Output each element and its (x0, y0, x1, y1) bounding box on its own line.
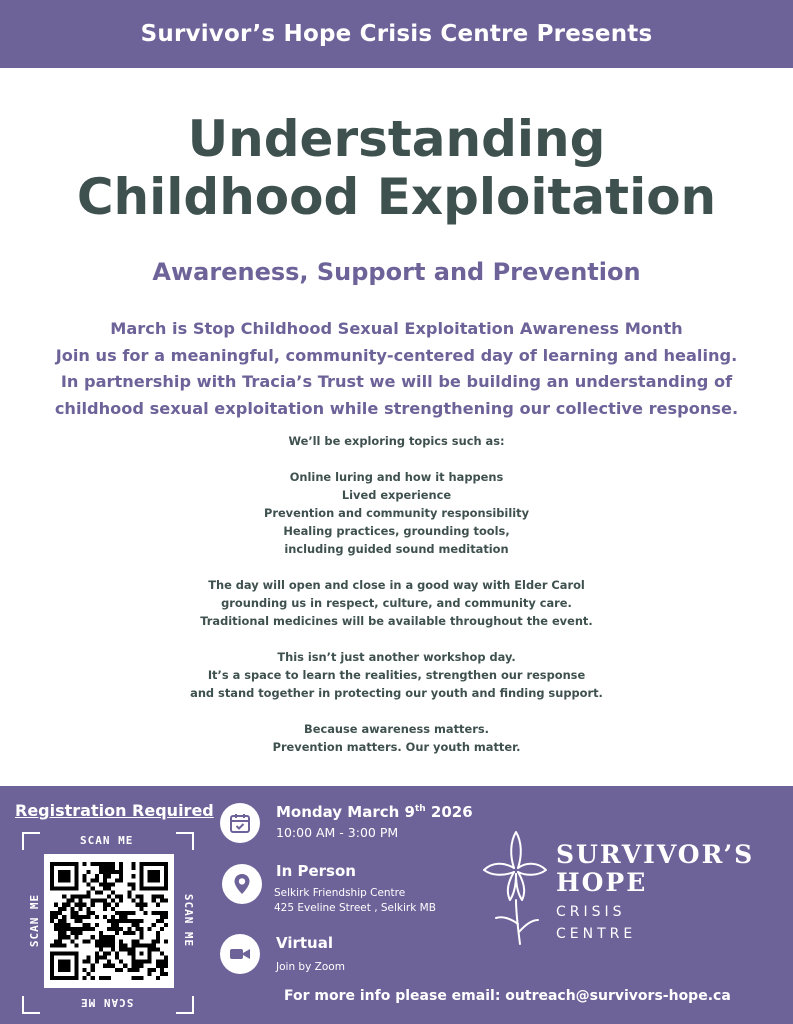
topic-item: Lived experience (341, 488, 452, 502)
scan-me-label: SCAN ME (28, 893, 42, 948)
qr-code[interactable] (44, 854, 174, 988)
video-camera-icon (228, 942, 252, 966)
space-line: and stand together in protecting our youth and finding support. (190, 686, 603, 700)
intro-line: Join us for a meaningful, community-centered day of learning and healing. (55, 345, 738, 365)
event-date (276, 803, 473, 821)
elder-line: The day will open and close in a good way with Elder Carol (208, 578, 585, 592)
space-line: This isn’t just another workshop day. (277, 650, 516, 664)
body-copy (40, 432, 753, 774)
topics-block (40, 432, 753, 450)
contact-email[interactable]: For more info please email: outreach@survivors-hope.ca (284, 988, 731, 1004)
location-pin-icon (230, 872, 254, 896)
topics-heading: We’ll be exploring topics such as: (288, 434, 505, 448)
event-time: 10:00 AM - 3:00 PM (276, 825, 399, 840)
closing-line: Because awareness matters. (304, 722, 489, 736)
main-title (0, 110, 793, 226)
intro-line: March is Stop Childhood Sexual Exploitation Awareness Month (110, 319, 683, 338)
venue-name: Selkirk Friendship Centre (274, 887, 406, 899)
topic-item: Prevention and community responsibility (263, 506, 530, 520)
frame-corner (176, 832, 194, 850)
space-block (40, 648, 753, 702)
closing-line: Prevention matters. Our youth matter. (272, 740, 521, 754)
event-date-suffix: th (414, 804, 426, 814)
elder-line: Traditional medicines will be available throughout the event. (200, 614, 593, 628)
elder-block (40, 576, 753, 630)
frame-corner (22, 832, 40, 850)
calendar-icon (228, 811, 252, 835)
topic-item: Healing practices, grounding tools, (283, 524, 510, 538)
virtual-detail: Join by Zoom (276, 961, 345, 973)
header-band (0, 0, 793, 68)
event-date-year: 2026 (425, 803, 473, 821)
registration-label: Registration Required (15, 801, 214, 820)
frame-corner (176, 996, 194, 1014)
logo-line-centre: CENTRE (556, 926, 637, 942)
qr-code-frame[interactable] (22, 832, 194, 1014)
logo-line-crisis: CRISIS (556, 904, 626, 920)
virtual-label: Virtual (276, 934, 333, 952)
subtitle: Awareness, Support and Prevention (152, 258, 641, 286)
location-badge (222, 864, 262, 904)
venue-details (274, 886, 436, 916)
virtual-badge (220, 934, 260, 974)
topic-item: Online luring and how it happens (289, 470, 504, 484)
intro-line: In partnership with Tracia’s Trust we will be building an understanding of (60, 372, 733, 391)
title-line-1: Understanding (187, 110, 606, 168)
scan-me-label: SCAN ME (182, 893, 196, 948)
closing-block (40, 720, 753, 756)
intro-paragraph (10, 316, 783, 422)
frame-corner (22, 996, 40, 1014)
logo-line-hope: HOPE (556, 868, 648, 897)
intro-line: childhood sexual exploitation while strengthening our collective response. (54, 398, 739, 418)
logo-line-survivors: SURVIVOR’S (556, 840, 755, 869)
calendar-badge (220, 803, 260, 843)
scan-me-label: SCAN ME (80, 996, 134, 1009)
space-line: It’s a space to learn the realities, strengthen our response (207, 668, 586, 682)
topics-list (40, 468, 753, 558)
topic-item: including guided sound meditation (284, 542, 509, 556)
in-person-label: In Person (276, 862, 356, 880)
scan-me-label: SCAN ME (80, 834, 134, 847)
qr-code-icon (50, 860, 168, 982)
event-date-main: Monday March 9 (276, 803, 415, 821)
venue-address: 425 Eveline Street , Selkirk MB (274, 902, 436, 914)
presenter-heading: Survivor’s Hope Crisis Centre Presents (140, 21, 653, 47)
title-line-2: Childhood Exploitation (76, 168, 717, 226)
iris-flower-logo (480, 828, 550, 946)
elder-line: grounding us in respect, culture, and community care. (221, 596, 572, 610)
